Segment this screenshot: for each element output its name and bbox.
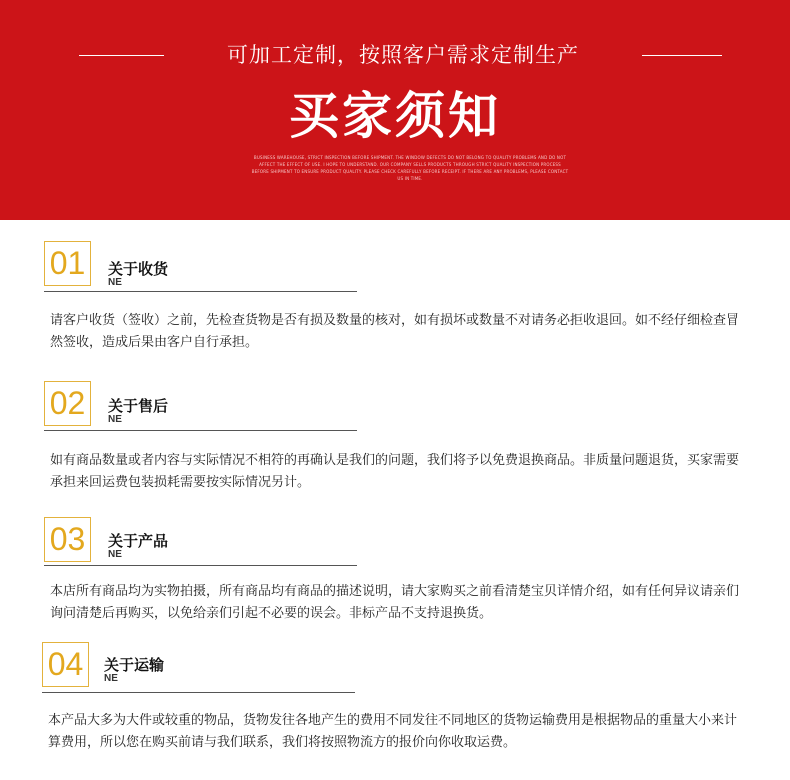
section-title: 关于售后	[108, 397, 169, 415]
subtitle-divider-right	[642, 55, 722, 56]
section-subtitle: NE	[108, 549, 122, 560]
section-number-badge: 03	[44, 517, 91, 562]
banner-subtitle: 可加工定制，按照客户需求定制生产	[227, 43, 579, 67]
section-subtitle: NE	[104, 673, 118, 684]
section-body: 请客户收货（签收）之前，先检查货物是否有损及数量的核对，如有损坏或数量不对请务必拒收退回。如不经仔细检查冒然签收，造成后果由客户自行承担。	[50, 313, 740, 350]
section-number-badge: 01	[44, 241, 91, 286]
section-body: 如有商品数量或者内容与实际情况不相符的再确认是我们的问题，我们将予以免费退换商品。非质量问题退货，买家需要承担来回运费包装损耗需要按实际情况另计。	[50, 453, 740, 490]
subtitle-divider-left	[79, 55, 164, 56]
section-number-badge: 02	[44, 381, 91, 426]
banner-title: 买家须知	[289, 87, 501, 145]
section-title: 关于收货	[108, 260, 169, 278]
section-number-badge: 04	[42, 642, 89, 687]
banner-subtitle-row	[0, 42, 790, 68]
section-subtitle: NE	[108, 277, 122, 288]
banner-fine-print: BUSINESS WAREHOUSE, STRICT INSPECTION BEFORE SHIPMENT. THE WINDOW DEFECTS DO NOT BELONG TO QUALITY PROBLEMS AND DO NOT AFFECT THE EFFECT OF USE. I HOPE TO UNDERSTAND. OUR COMPANY SELLS PRODUCTS THROUGH STRICT QUALITY INSPECTION PROCESS BEFORE SHIPMENT TO ENSURE PRODUCT QUALITY. PLEASE CHECK CAREFULLY BEFORE RECEIPT. IF THERE ARE ANY PROBLEMS, PLEASE CONTACT US IN TIME.	[251, 155, 569, 181]
section-subtitle: NE	[108, 414, 122, 425]
header-banner	[0, 0, 790, 220]
section-divider	[44, 430, 357, 431]
section-title: 关于产品	[108, 532, 169, 550]
section-title: 关于运输	[104, 656, 165, 674]
section-body: 本产品大多为大件或较重的物品，货物发往各地产生的费用不同发往不同地区的货物运输费用是根据物品的重量大小来计算费用，所以您在购买前请与我们联系，我们将按照物流方的报价向你收取运费。	[48, 713, 738, 750]
section-body: 本店所有商品均为实物拍摄，所有商品均有商品的描述说明，请大家购买之前看清楚宝贝详情介绍，如有任何异议请亲们询问清楚后再购买，以免给亲们引起不必要的误会。非标产品不支持退换货。	[50, 584, 740, 621]
section-divider	[42, 692, 355, 693]
section-divider	[44, 291, 357, 292]
section-divider	[44, 565, 357, 566]
